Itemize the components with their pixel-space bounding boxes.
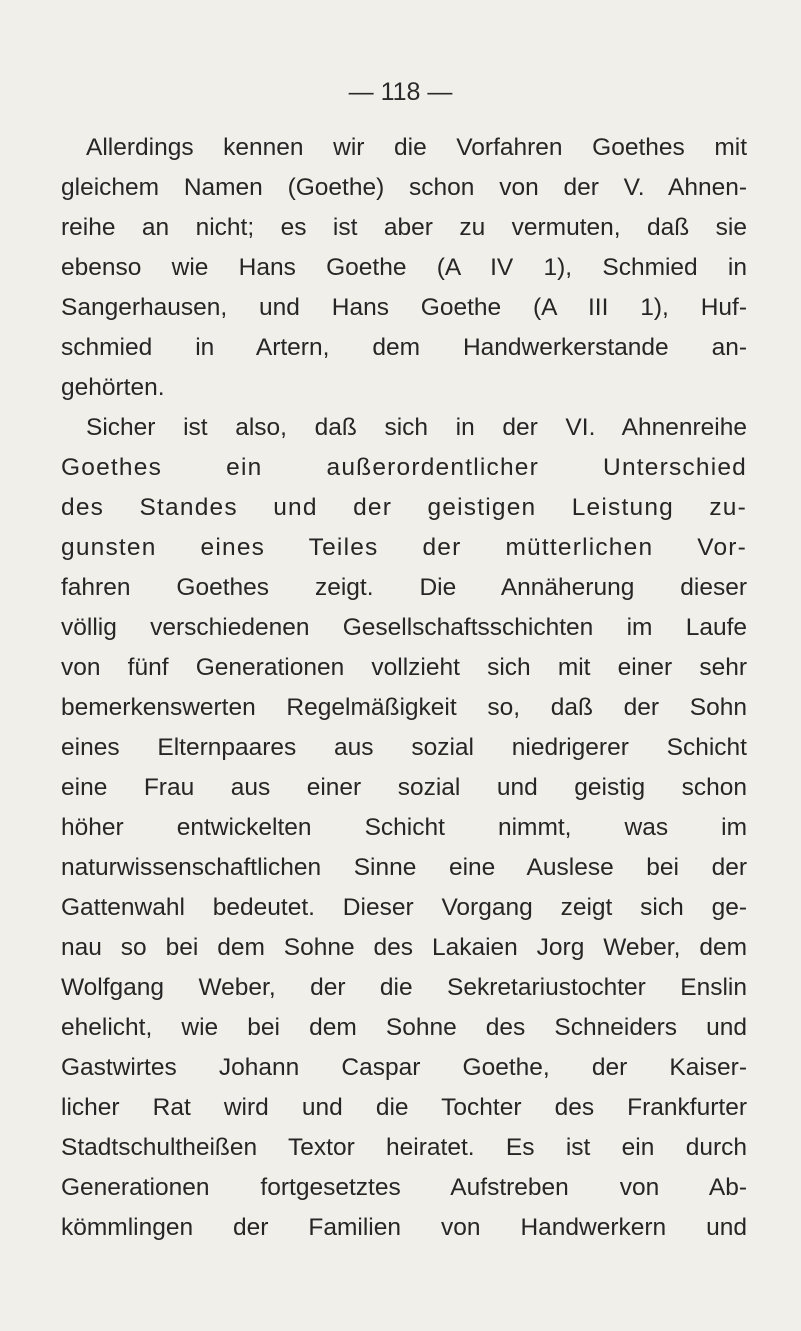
text-line: nau so bei dem Sohne des Lakaien Jorg Weber, dem [61,934,747,961]
text-line: Goethes ein außerordentlicher Unterschied [61,454,747,481]
text-line: eines Elternpaares aus sozial niedrigerer Schicht [61,734,747,761]
text-line: fahren Goethes zeigt. Die Annäherung dieser [61,574,747,601]
text-line: Sicher ist also, daß sich in der VI. Ahnenreihe [86,414,747,441]
text-line: des Standes und der geistigen Leistung zu- [61,494,747,521]
text-line: von fünf Generationen vollzieht sich mit einer sehr [61,654,747,681]
text-line: gehörten. [61,374,165,401]
text-line: eine Frau aus einer sozial und geistig schon [61,774,747,801]
text-line: ehelicht, wie bei dem Sohne des Schneiders und [61,1014,747,1041]
text-line: ebenso wie Hans Goethe (A IV 1), Schmied in [61,254,747,281]
text-line: Gastwirtes Johann Caspar Goethe, der Kaiser- [61,1054,747,1081]
text-line: licher Rat wird und die Tochter des Frankfurter [61,1094,747,1121]
text-line: gleichem Namen (Goethe) schon von der V. Ahnen- [61,174,747,201]
text-line: schmied in Artern, dem Handwerkerstande an- [61,334,747,361]
text-line: Allerdings kennen wir die Vorfahren Goethes mit [86,134,747,161]
page-number: — 118 — [348,78,453,106]
text-line: reihe an nicht; es ist aber zu vermuten, daß sie [61,214,747,241]
text-line: völlig verschiedenen Gesellschaftsschichten im Laufe [61,614,747,641]
text-line: Stadtschultheißen Textor heiratet. Es ist ein durch [61,1134,747,1161]
text-line: Generationen fortgesetztes Aufstreben von Ab- [61,1174,747,1201]
text-line: höher entwickelten Schicht nimmt, was im [61,814,747,841]
text-line: Wolfgang Weber, der die Sekretariustochter Enslin [61,974,747,1001]
text-line: bemerkenswerten Regelmäßigkeit so, daß der Sohn [61,694,747,721]
body-text [61,128,747,1248]
text-line: Gattenwahl bedeutet. Dieser Vorgang zeigt sich ge- [61,894,747,921]
text-line: Sangerhausen, und Hans Goethe (A III 1), Huf- [61,294,747,321]
text-line: kömmlingen der Familien von Handwerkern und [61,1214,747,1241]
text-line: naturwissenschaftlichen Sinne eine Auslese bei der [61,854,747,881]
text-line: gunsten eines Teiles der mütterlichen Vor- [61,534,747,561]
